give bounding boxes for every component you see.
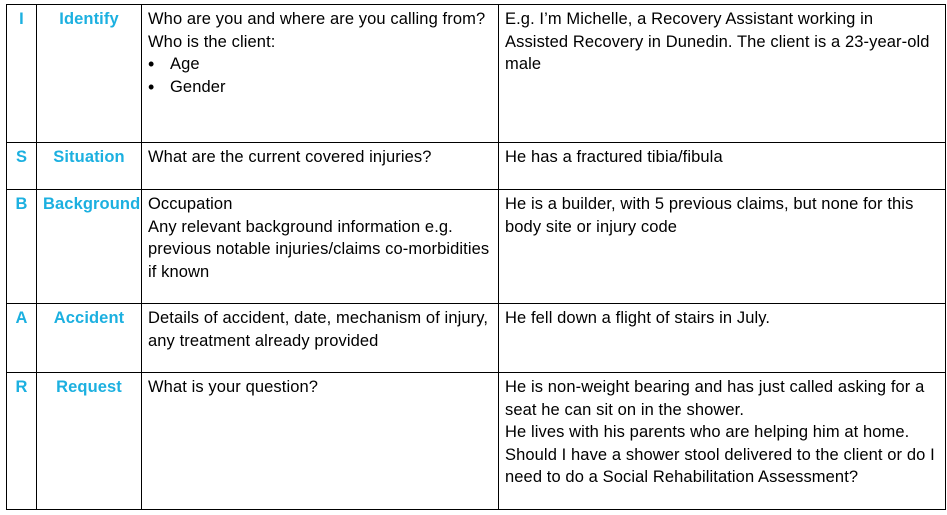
letter-cell: R (7, 373, 37, 510)
prompt-cell (142, 304, 499, 373)
prompt-line: Details of accident, date, mechanism of injury, any treatment already provided (148, 309, 489, 350)
letter-cell: A (7, 304, 37, 373)
example-cell: He fell down a flight of stairs in July. (499, 304, 946, 373)
letter-cell: S (7, 143, 37, 190)
prompt-cell (142, 143, 499, 190)
example-cell: He has a fractured tibia/fibula (499, 143, 946, 190)
list-item: • Age (170, 53, 492, 76)
table-row-accident (7, 304, 946, 373)
prompt-line: What is your question? (148, 378, 319, 396)
example-line: He lives with his parents who are helping him at home. (505, 423, 910, 441)
table-row-identify (7, 5, 946, 143)
example-line: He is non-weight bearing and has just called asking for a seat he can sit on in the shower. (505, 378, 925, 419)
prompt-cell (142, 5, 499, 143)
step-name-cell: Identify (37, 5, 142, 143)
bullet-list (148, 53, 492, 98)
prompt-cell (142, 190, 499, 304)
prompt-line: Occupation (148, 195, 233, 213)
example-cell: He is a builder, with 5 previous claims, but none for this body site or injury code (499, 190, 946, 304)
prompt-line: Who are you and where are you calling from? (148, 10, 486, 28)
table-row-request (7, 373, 946, 510)
example-cell (499, 373, 946, 510)
prompt-cell (142, 373, 499, 510)
step-name-cell: Accident (37, 304, 142, 373)
prompt-line: Who is the client: (148, 32, 276, 51)
example-line: Should I have a shower stool delivered to the client or do I need to do a Social Rehabilitation Assessment? (505, 445, 935, 486)
example-cell: E.g. I’m Michelle, a Recovery Assistant working in Assisted Recovery in Dunedin. The client is a 23-year-old male (499, 5, 946, 143)
letter-cell: I (7, 5, 37, 143)
table-row-background (7, 190, 946, 304)
step-name-cell: Background (37, 190, 142, 304)
list-item: • Gender (170, 76, 492, 99)
prompt-line: Any relevant background information e.g. previous notable injuries/claims co-morbidities if known (148, 217, 490, 281)
step-name-cell: Situation (37, 143, 142, 190)
letter-cell: B (7, 190, 37, 304)
prompt-line: What are the current covered injuries? (148, 148, 432, 166)
step-name-cell: Request (37, 373, 142, 510)
table-row-situation (7, 143, 946, 190)
isbar-table (6, 4, 946, 510)
